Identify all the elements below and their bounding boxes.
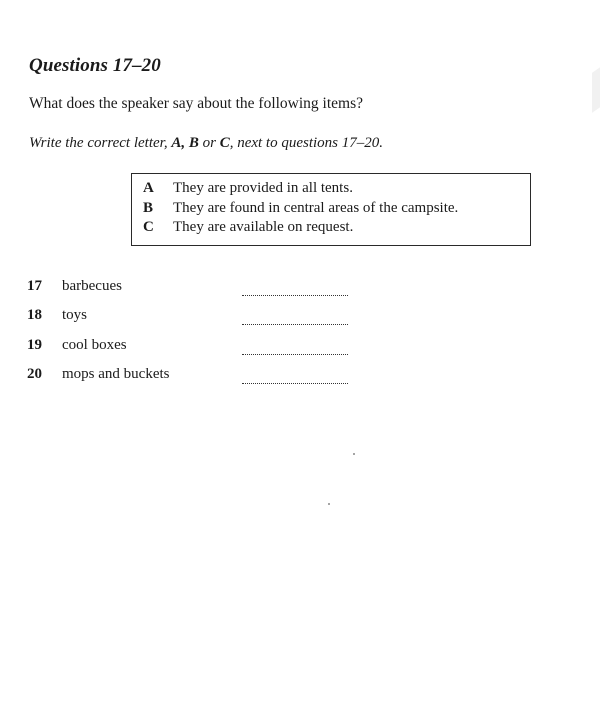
option-text: They are provided in all tents. [173, 180, 353, 197]
question-number: 20 [27, 365, 42, 382]
question-item: barbecues [62, 278, 122, 294]
instruction-letters: A, B [171, 135, 199, 151]
question-number: 18 [27, 307, 42, 324]
question-row-19 [27, 337, 242, 366]
option-row-c [132, 218, 530, 238]
answer-blank-19[interactable] [242, 344, 348, 355]
option-letter: B [143, 199, 154, 216]
instruction-pre: Write the correct letter, [29, 135, 172, 151]
options-box [131, 173, 531, 246]
option-row-a [132, 179, 530, 199]
option-letter: C [143, 219, 154, 236]
option-text: They are found in central areas of the campsite. [173, 199, 459, 216]
option-text: They are available on request. [173, 219, 354, 236]
section-heading: Questions 17–20 [29, 55, 161, 76]
question-item: toys [62, 307, 88, 324]
instruction-letter-c: C [219, 135, 230, 151]
instruction-or: or [198, 135, 220, 151]
instruction-text [29, 135, 383, 152]
question-row-20 [27, 366, 242, 395]
instruction-post: , next to questions 17–20. [229, 135, 384, 151]
answer-blank-17[interactable] [242, 285, 348, 296]
question-item: cool boxes [62, 336, 127, 353]
question-item: mops and buckets [62, 365, 170, 382]
question-row-17 [27, 278, 242, 307]
option-letter: A [143, 180, 154, 197]
answer-blank-20[interactable] [242, 373, 348, 384]
question-row-18 [27, 307, 242, 336]
question-list [27, 278, 242, 395]
question-number: 17 [27, 278, 42, 294]
question-number: 19 [27, 336, 42, 353]
answer-blank-18[interactable] [242, 314, 348, 325]
scan-speck [353, 453, 355, 455]
page-edge-shadow [592, 63, 600, 113]
option-row-b [132, 199, 530, 219]
question-prompt: What does the speaker say about the following items? [29, 95, 364, 112]
scan-speck [328, 503, 330, 505]
